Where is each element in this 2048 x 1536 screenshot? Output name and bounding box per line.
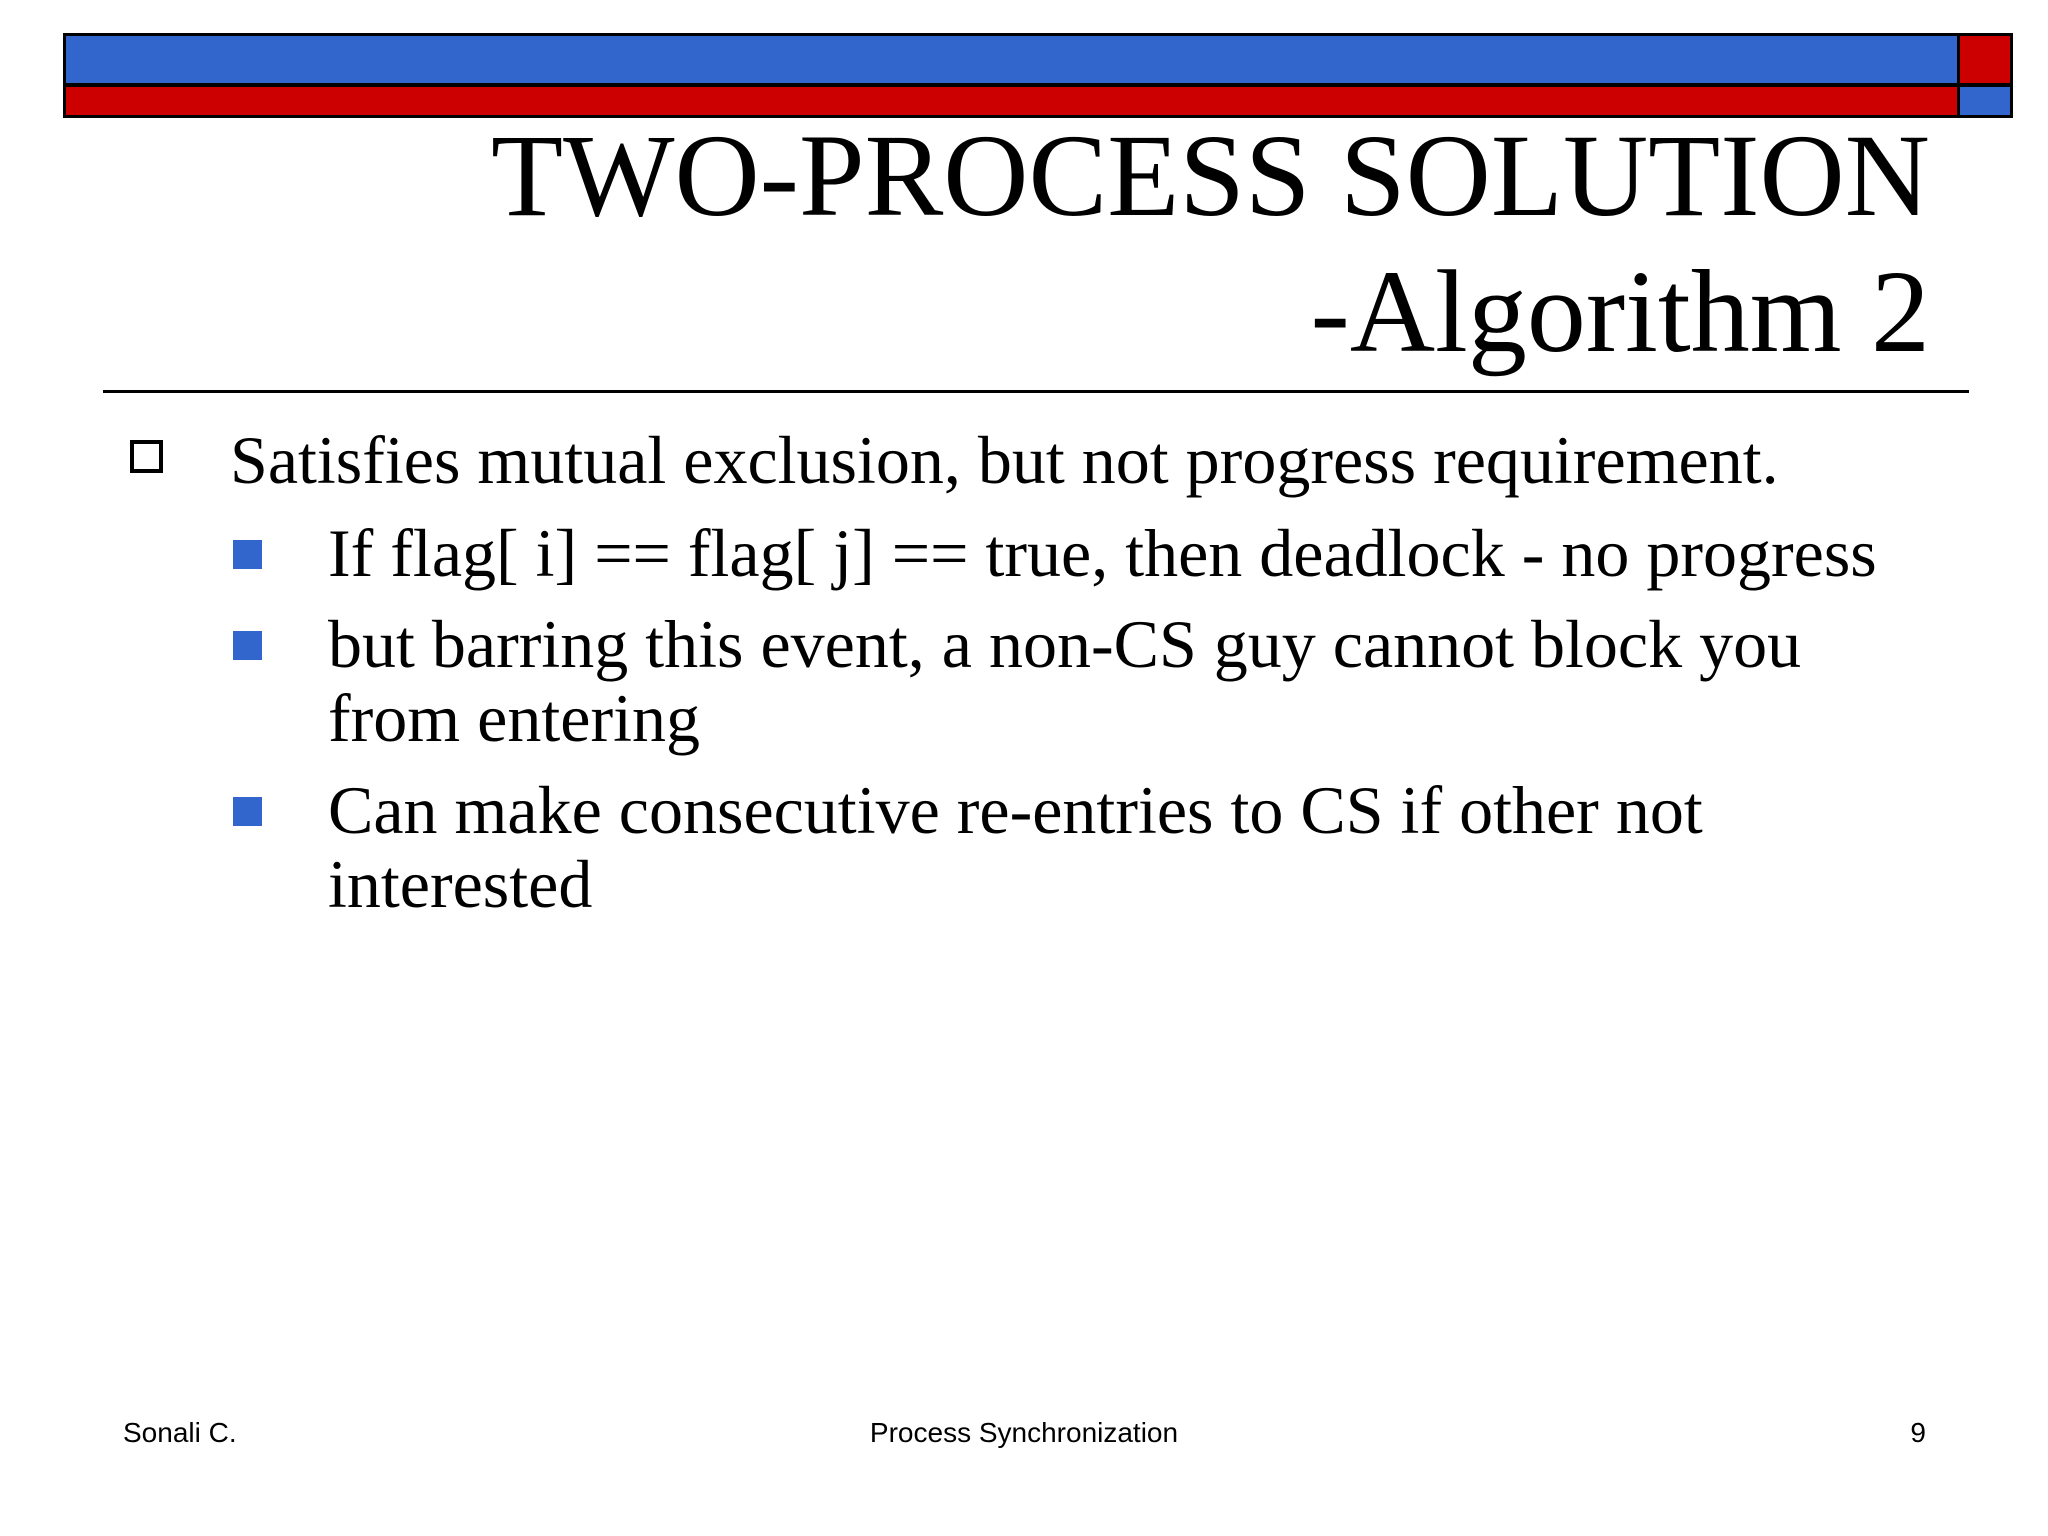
filled-square-bullet-icon — [233, 631, 262, 660]
bullet-level2-text: If flag[ i] == flag[ j] == true, then deadlock - no progress — [328, 515, 1877, 591]
slide-title-line1: TWO-PROCESS SOLUTION — [491, 110, 1930, 241]
filled-square-bullet-icon — [233, 797, 262, 826]
hollow-square-bullet-icon — [130, 440, 163, 473]
header-bar-blue — [63, 33, 1960, 86]
filled-square-bullet-icon — [233, 540, 262, 569]
slide-title — [230, 108, 1930, 380]
footer-page-number: 9 — [1910, 1417, 1926, 1448]
title-divider — [103, 390, 1969, 393]
header-square-red — [1957, 33, 2013, 86]
bullet-level2-text: but barring this event, a non-CS guy cannot block you from entering — [328, 606, 1802, 756]
bullet-level2-text: Can make consecutive re-entries to CS if other not interested — [328, 772, 1703, 922]
header-square-blue — [1957, 84, 2013, 118]
footer-topic: Process Synchronization — [869, 1417, 1179, 1448]
footer-author: Sonali C. — [123, 1417, 237, 1448]
slide-title-line2: -Algorithm 2 — [1310, 246, 1930, 377]
bullet-level1-text: Satisfies mutual exclusion, but not progress requirement. — [230, 422, 1779, 498]
